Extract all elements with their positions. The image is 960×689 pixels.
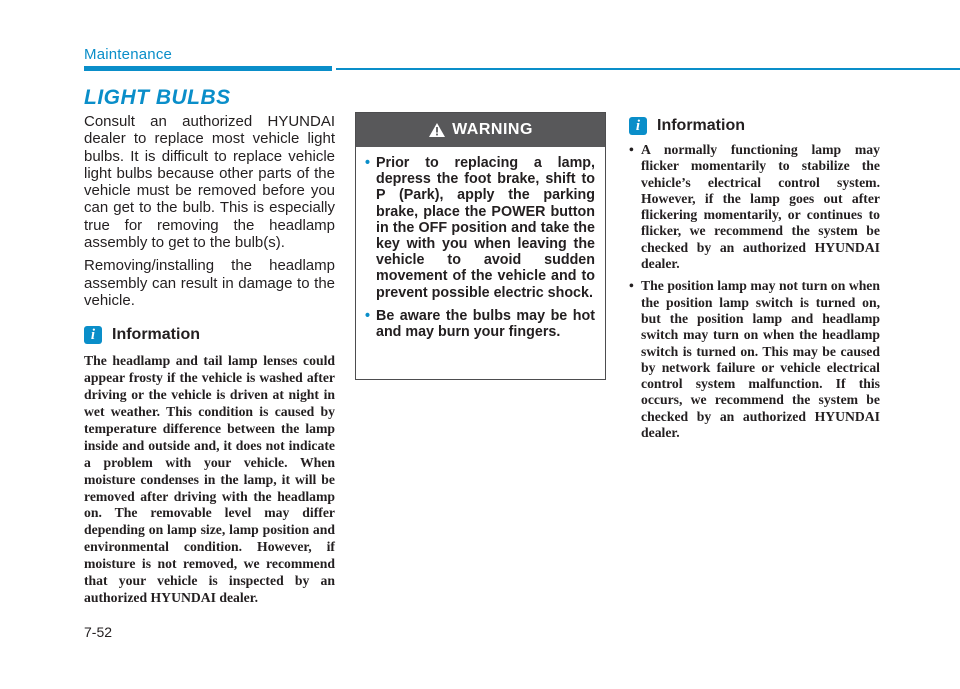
info-icon: i [629,117,647,135]
info-title: Information [112,326,200,344]
info-list-item: • A normally functioning lamp may flicker momentarily to stabilize the vehicle’s electrical control system. However, if the lamp goes out after flickering momentarily, or continues to flicker, we recommend the system be checked by an authorized HYUNDAI dealer. [629,142,880,272]
warning-title: WARNING [452,121,533,138]
page-title: LIGHT BULBS [84,86,231,109]
left-column [84,113,335,607]
bullet-icon: • [629,278,634,294]
intro-paragraph: Consult an authorized HYUNDAI dealer to replace most vehicle light bulbs. It is difficult to replace vehicle light bulbs because other parts of the vehicle must be removed before you can get to the bulb. This is especially true for removing the headlamp assembly to get to the bulb(s). [84,113,335,252]
info-title: Information [657,117,745,134]
info-text: The headlamp and tail lamp lenses could appear frosty if the vehicle is washed after driving or the vehicle is driven at night in wet weather. This condition is caused by temperature difference between the lamp inside and outside and, it does not indicate a problem with your vehicle. When moisture condenses in the lamp, it will be removed after driving with the headlamp on. The removable level may differ depending on lamp size, lamp position and environmental condition. However, if moisture is not removed, we recommend that your vehicle is inspected by an authorized HYUNDAI dealer. [84,353,335,605]
info-list-item: • The position lamp may not turn on when the position lamp switch is turned on, but the position lamp and headlamp switch may turn on when the headlamp switch is turned on. This may be caused by network failure or vehicle electrical control system malfunction. If this occurs, we recommend the system be checked by an authorized HYUNDAI dealer. [629,278,880,441]
bullet-icon: • [629,142,634,157]
section-label: Maintenance [84,46,173,63]
warning-item: • Be aware the bulbs may be hot and may burn your fingers. [366,308,595,340]
header-rule-thin [336,68,960,70]
info-heading [84,323,335,347]
warning-column [355,112,606,380]
info-heading [629,114,880,138]
page-number: 7-52 [84,624,113,640]
warning-list [356,147,605,340]
header-rule-thick [84,66,332,71]
warning-triangle-icon [428,122,446,138]
caution-paragraph: Removing/installing the headlamp assembly can result in damage to the vehicle. [84,257,335,309]
warning-box [355,112,606,380]
info-icon: i [84,326,102,344]
info-list [629,142,880,441]
warning-header [356,113,605,147]
warning-item: • Prior to replacing a lamp, depress the foot brake, shift to P (Park), apply the parking brake, place the POWER button in the OFF position and take the key with you when leaving the vehicle to avoid sudden movement of the vehicle and to prevent possible electric shock. [366,155,595,301]
right-column [629,112,880,447]
